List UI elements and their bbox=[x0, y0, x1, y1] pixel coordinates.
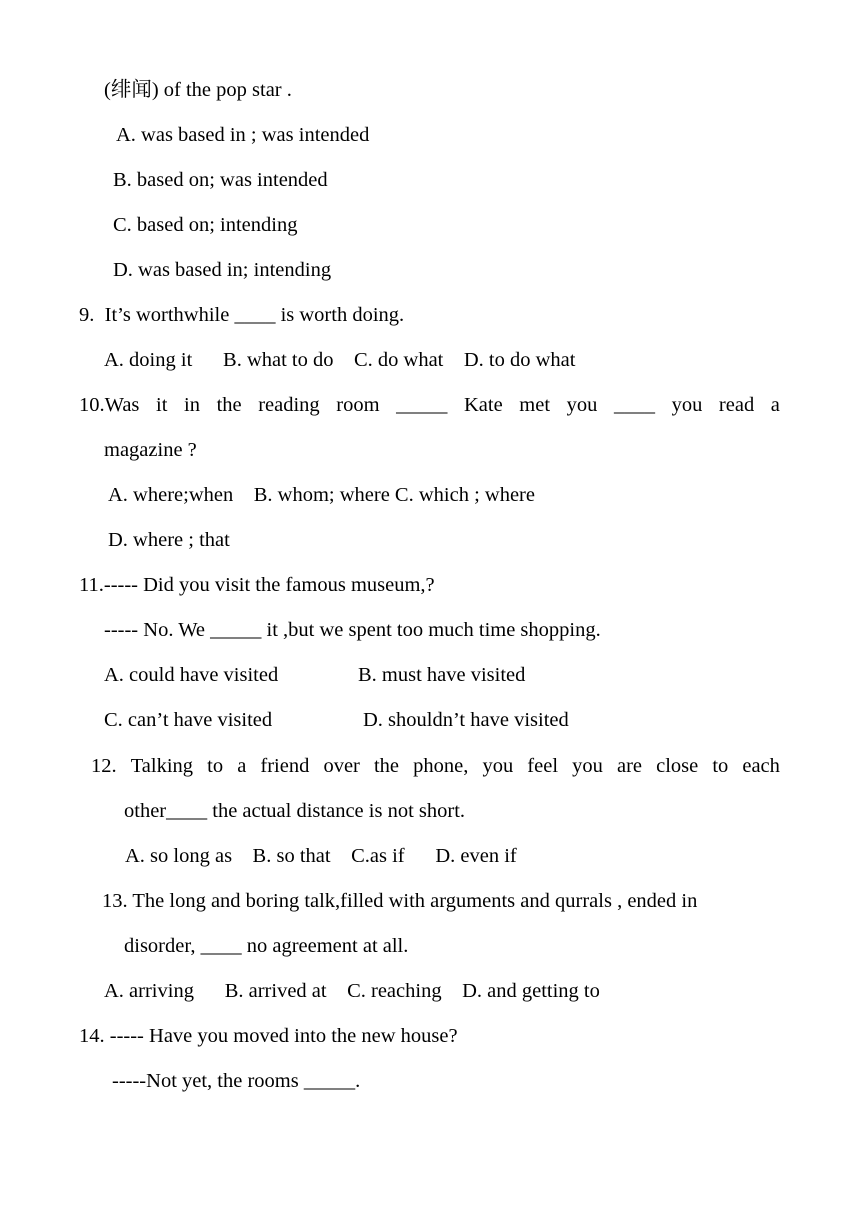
q12-stem bbox=[91, 756, 780, 777]
q12-word: close bbox=[656, 755, 699, 777]
q10-word: you bbox=[566, 394, 598, 416]
q12-word: you bbox=[482, 755, 514, 777]
q12-word: the bbox=[373, 755, 400, 777]
q10-stem-continuation: magazine ? bbox=[104, 439, 197, 461]
q12-word: are bbox=[616, 755, 642, 777]
q9-stem: 9. It’s worthwhile ____ is worth doing. bbox=[79, 304, 405, 326]
q12-word: over bbox=[323, 755, 360, 777]
q8-stem-continuation: (绯闻) of the pop star . bbox=[104, 79, 292, 101]
q8-option-a: A. was based in ; was intended bbox=[116, 124, 370, 146]
q10-word: met bbox=[519, 394, 551, 416]
q8-option-c: C. based on; intending bbox=[113, 214, 298, 236]
q10-blank: _____ bbox=[396, 394, 448, 416]
q12-word: to bbox=[207, 755, 224, 777]
q10-word: the bbox=[216, 394, 242, 416]
q10-stem bbox=[79, 395, 780, 416]
q11-option-c: C. can’t have visited bbox=[104, 709, 273, 731]
q12-word: 12. bbox=[91, 755, 117, 777]
q10-word: a bbox=[770, 394, 780, 416]
q12-word: to bbox=[712, 755, 729, 777]
q12-stem-continuation: other____ the actual distance is not short. bbox=[124, 800, 466, 822]
q10-word: Kate bbox=[464, 394, 503, 416]
q12-word: each bbox=[742, 755, 780, 777]
q8-option-d: D. was based in; intending bbox=[113, 259, 332, 281]
q12-word: feel bbox=[527, 755, 559, 777]
q11-option-a: A. could have visited bbox=[104, 664, 279, 686]
q10-option-d: D. where ; that bbox=[108, 529, 230, 551]
q12-word: friend bbox=[260, 755, 310, 777]
q10-blank: ____ bbox=[613, 394, 655, 416]
q13-stem-continuation: disorder, ____ no agreement at all. bbox=[124, 935, 409, 957]
q14-stem: 14. ----- Have you moved into the new house? bbox=[79, 1025, 458, 1047]
q8-option-b: B. based on; was intended bbox=[113, 169, 328, 191]
q10-word: it bbox=[156, 394, 168, 416]
q14-reply: -----Not yet, the rooms _____. bbox=[112, 1070, 361, 1092]
q10-word: reading bbox=[258, 394, 320, 416]
q11-reply: ----- No. We _____ it ,but we spent too much time shopping. bbox=[104, 619, 601, 641]
q10-word: room bbox=[336, 394, 380, 416]
q10-options-abc: A. where;when B. whom; where C. which ; where bbox=[108, 484, 535, 506]
q12-word: you bbox=[572, 755, 603, 777]
q12-word: phone, bbox=[413, 755, 469, 777]
q11-stem: 11.----- Did you visit the famous museum,? bbox=[79, 574, 435, 596]
q10-word: read bbox=[718, 394, 755, 416]
q12-word: a bbox=[237, 755, 247, 777]
q12-options: A. so long as B. so that C.as if D. even if bbox=[125, 845, 517, 867]
q10-word: in bbox=[184, 394, 200, 416]
q13-stem: 13. The long and boring talk,filled with arguments and qurrals , ended in bbox=[102, 890, 698, 912]
q11-option-d: D. shouldn’t have visited bbox=[363, 709, 569, 731]
q10-word: you bbox=[671, 394, 703, 416]
q12-word: Talking bbox=[130, 755, 194, 777]
q9-options: A. doing it B. what to do C. do what D. to do what bbox=[104, 349, 576, 371]
q10-word: 10.Was bbox=[79, 394, 140, 416]
q11-option-b: B. must have visited bbox=[358, 664, 526, 686]
q13-options: A. arriving B. arrived at C. reaching D. and getting to bbox=[104, 980, 600, 1002]
